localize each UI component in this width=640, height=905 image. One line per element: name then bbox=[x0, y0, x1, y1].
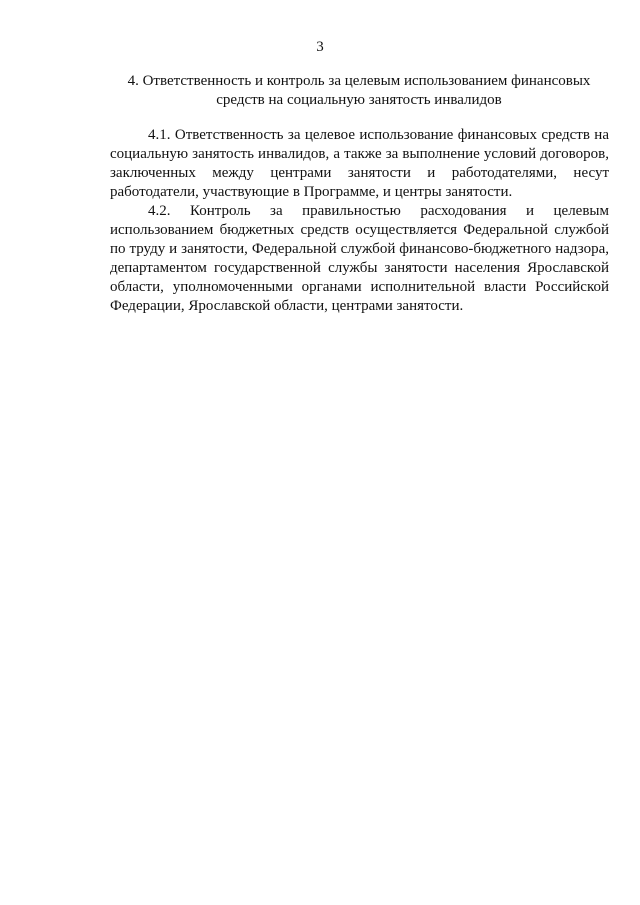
section-heading-line: 4. Ответственность и контроль за целевым использованием финансовых bbox=[127, 73, 591, 89]
paragraph-line: по труду и занятости, Федеральной службой финансово-бюджетного надзора, bbox=[110, 241, 609, 257]
paragraph-line: Федерации, Ярославской области, центрами занятости. bbox=[110, 298, 464, 314]
page-number: 3 bbox=[316, 39, 324, 55]
paragraph-line: социальную занятость инвалидов, а также за выполнение условий договоров, bbox=[110, 146, 609, 162]
paragraph-line: работодатели, участвующие в Программе, и центры занятости. bbox=[110, 184, 513, 200]
paragraph-line: 4.1. Ответственность за целевое использование финансовых средств на bbox=[148, 127, 609, 143]
paragraph-4-1 bbox=[110, 126, 609, 202]
paragraph-4-2 bbox=[110, 202, 609, 316]
paragraph-line: области, уполномоченными органами исполнительной власти Российской bbox=[110, 279, 609, 295]
paragraph-line: заключенных между центрами занятости и работодателями, несут bbox=[110, 165, 609, 181]
paragraph-line: 4.2. Контроль за правильностью расходования и целевым bbox=[148, 203, 609, 219]
section-heading bbox=[100, 72, 618, 110]
section-heading-line: средств на социальную занятость инвалидов bbox=[216, 92, 502, 108]
paragraph-line: департаментом государственной службы занятости населения Ярославской bbox=[110, 260, 609, 276]
paragraph-line: использованием бюджетных средств осуществляется Федеральной службой bbox=[110, 222, 609, 238]
